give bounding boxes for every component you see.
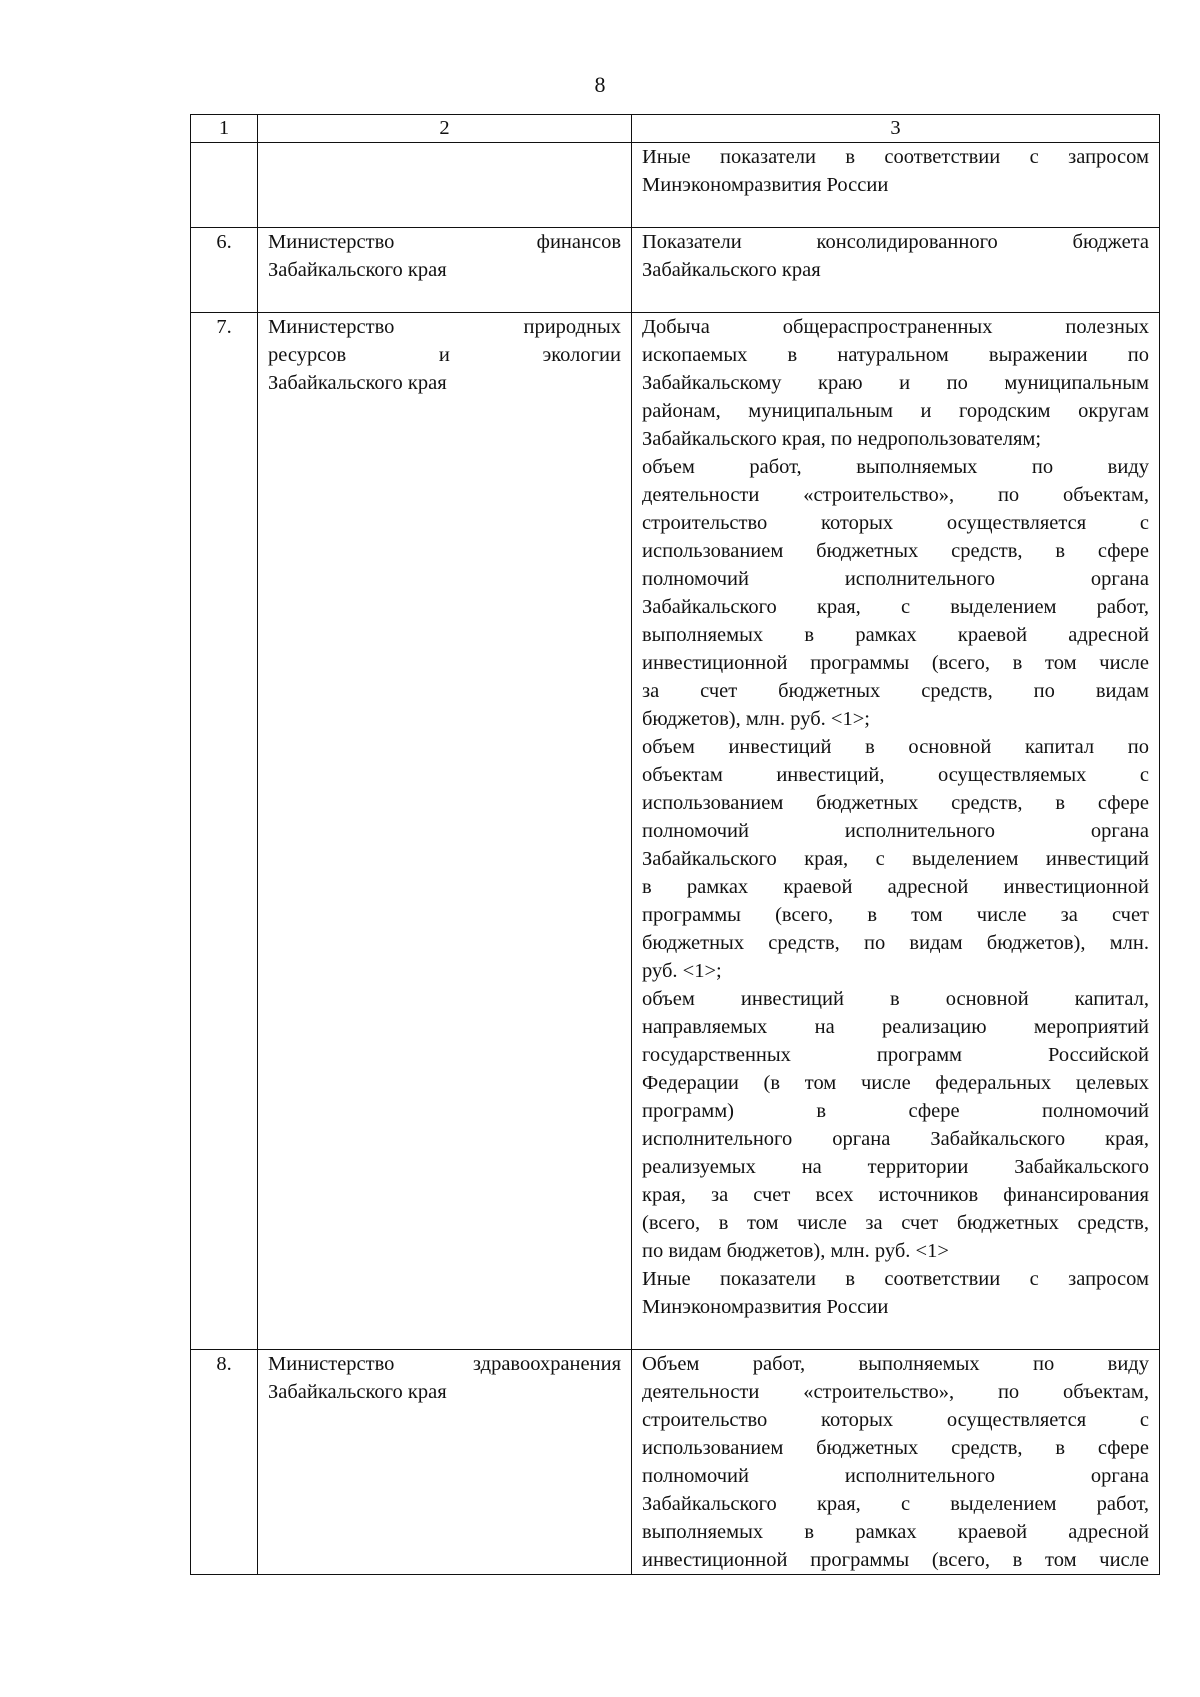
table-row [191,313,1160,1350]
organization-line: Забайкальского края [268,372,447,394]
indicator-line: бюджетных средств, по видам бюджетов), млн. [642,932,1149,954]
indicator-line: строительство которых осуществляется с [642,512,1149,534]
indicator-line: программ) в сфере полномочий [642,1100,1149,1122]
indicator-line: выполняемых в рамках краевой адресной [642,1521,1149,1543]
table-row [191,1350,1160,1575]
indicators-cell [632,143,1160,228]
indicator-line: выполняемых в рамках краевой адресной [642,624,1149,646]
indicator-line: по видам бюджетов), млн. руб. <1> [642,1240,949,1262]
organization-line: Министерство природных [268,316,621,338]
indicator-line: реализуемых на территории Забайкальского [642,1156,1149,1178]
indicator-line: объем инвестиций в основной капитал, [642,988,1149,1010]
indicator-line: Иные показатели в соответствии с запросом [642,1268,1149,1290]
row-number-cell [191,143,258,228]
indicator-line: Минэкономразвития России [642,1296,889,1318]
row-number-cell: 8. [191,1350,258,1575]
indicator-line: использованием бюджетных средств, в сфере [642,792,1149,814]
indicator-line: бюджетов), млн. руб. <1>; [642,708,870,730]
table-row [191,143,1160,228]
indicator-line: Забайкальского края, по недропользователям; [642,428,1042,450]
indicators-cell [632,228,1160,313]
indicator-line: полномочий исполнительного органа [642,820,1149,842]
indicator-line: объем работ, выполняемых по виду [642,456,1149,478]
header-col-1: 1 [191,115,258,143]
header-col-2: 2 [258,115,632,143]
indicator-line: районам, муниципальным и городским округам [642,400,1149,422]
organization-line: Забайкальского края [268,1381,447,1403]
table-row [191,228,1160,313]
indicator-line: программы (всего, в том числе за счет [642,904,1149,926]
organization-cell [258,1350,632,1575]
indicator-line: исполнительного органа Забайкальского края, [642,1128,1149,1150]
page-number: 8 [594,72,606,97]
indicator-line: деятельности «строительство», по объектам, [642,484,1149,506]
indicator-line: Забайкальского края, с выделением работ, [642,596,1149,618]
indicator-line: в рамках краевой адресной инвестиционной [642,876,1149,898]
indicators-cell [632,313,1160,1350]
indicator-line: Забайкальского края [642,259,821,281]
indicator-line: Забайкальского края, с выделением инвестиций [642,848,1149,870]
table-header-row [191,115,1160,143]
organization-cell [258,228,632,313]
table-body [191,143,1160,1575]
indicator-line: полномочий исполнительного органа [642,568,1149,590]
indicator-line: объектам инвестиций, осуществляемых с [642,764,1149,786]
indicator-line: Забайкальского края, с выделением работ, [642,1493,1149,1515]
indicator-line: строительство которых осуществляется с [642,1409,1149,1431]
indicator-line: руб. <1>; [642,960,722,982]
indicator-line: Добыча общераспространенных полезных [642,316,1149,338]
indicators-cell [632,1350,1160,1575]
indicator-line: объем инвестиций в основной капитал по [642,736,1149,758]
indicator-line: Объем работ, выполняемых по виду [642,1353,1149,1375]
indicator-line: края, за счет всех источников финансирования [642,1184,1149,1206]
organization-line: Министерство финансов [268,231,621,253]
indicator-line: инвестиционной программы (всего, в том числе [642,652,1149,674]
organization-line: Министерство здравоохранения [268,1353,621,1375]
organization-line: Забайкальского края [268,259,447,281]
indicator-line: деятельности «строительство», по объектам, [642,1381,1149,1403]
indicator-line: инвестиционной программы (всего, в том числе [642,1549,1149,1571]
indicators-table [190,114,1160,1575]
row-number-cell: 6. [191,228,258,313]
indicator-line: ископаемых в натуральном выражении по [642,344,1149,366]
indicator-line: Показатели консолидированного бюджета [642,231,1149,253]
indicator-line: (всего, в том числе за счет бюджетных средств, [642,1212,1149,1234]
indicator-line: Федерации (в том числе федеральных целевых [642,1072,1149,1094]
indicator-line: Иные показатели в соответствии с запросом [642,146,1149,168]
organization-cell [258,313,632,1350]
indicator-line: использованием бюджетных средств, в сфере [642,540,1149,562]
indicator-line: полномочий исполнительного органа [642,1465,1149,1487]
indicator-line: государственных программ Российской [642,1044,1149,1066]
indicator-line: использованием бюджетных средств, в сфере [642,1437,1149,1459]
row-number-cell: 7. [191,313,258,1350]
indicator-line: за счет бюджетных средств, по видам [642,680,1149,702]
indicator-line: Минэкономразвития России [642,174,889,196]
indicator-line: направляемых на реализацию мероприятий [642,1016,1149,1038]
organization-cell [258,143,632,228]
header-col-3: 3 [632,115,1160,143]
organization-line: ресурсов и экологии [268,344,621,366]
indicator-line: Забайкальскому краю и по муниципальным [642,372,1149,394]
